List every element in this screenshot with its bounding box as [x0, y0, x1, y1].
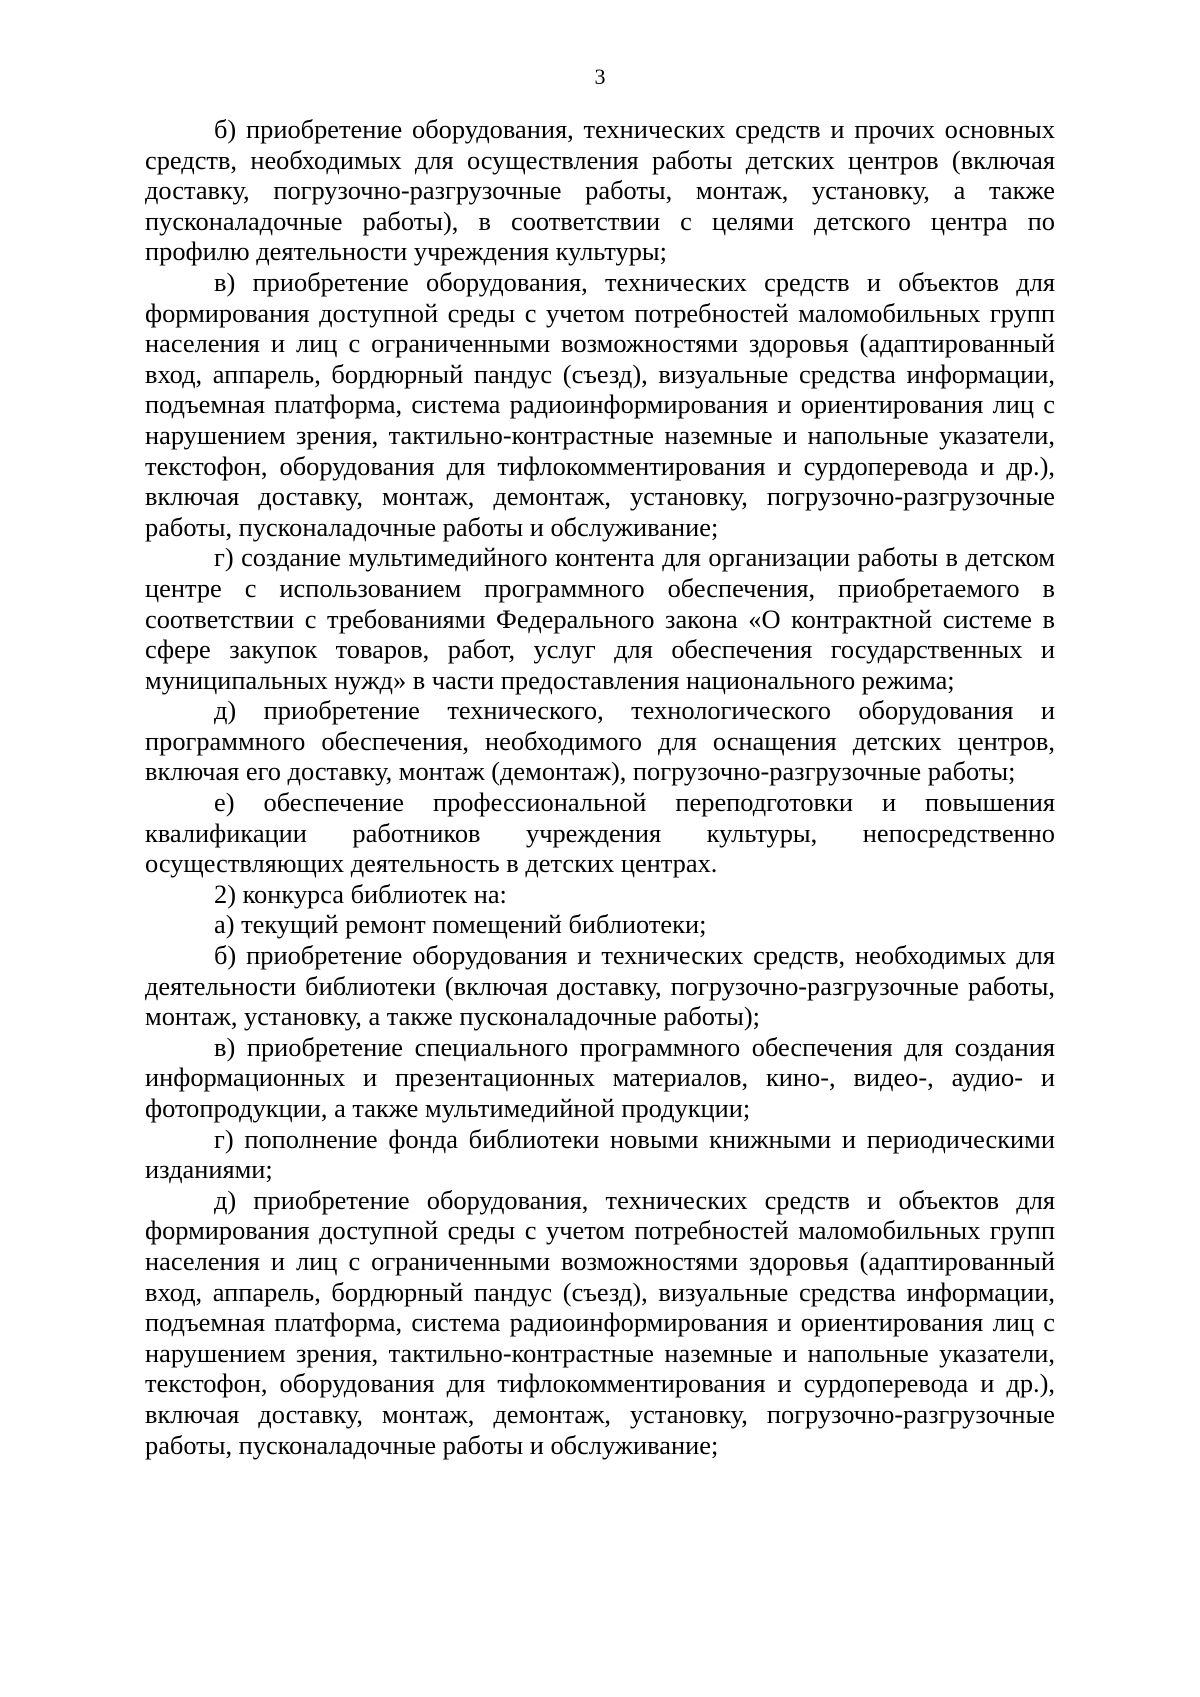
paragraph-1d-technical-equipment: д) приобретение технического, технологического оборудования и программного обеспечения, необходимого для оснащения детских центров, включая его доставку, монтаж (демонтаж), погрузочно-разгрузочные работы; — [145, 695, 1055, 787]
paragraph-2-library-contest: 2) конкурса библиотек на: — [214, 878, 507, 909]
paragraph-2g-library-fund: г) пополнение фонда библиотеки новыми книжными и периодическими изданиями; — [145, 1123, 1055, 1185]
paragraph-1g-multimedia-content: г) создание мультимедийного контента для организации работы в детском центре с использованием программного обеспечения, приобретаемого в соответствии с требованиями Федерального закона «О контрактной системе в сфере закупок товаров, работ, услуг для обеспечения государственных и муниципальных нужд» в части предоставления национального режима; — [145, 542, 1055, 695]
page-number: 3 — [594, 64, 606, 89]
paragraph-2a-repair: а) текущий ремонт помещений библиотеки; — [214, 909, 707, 940]
paragraph-2d-accessible-environment: д) приобретение оборудования, технических средств и объектов для формирования доступной среды с учетом потребностей маломобильных групп населения и лиц с ограниченными возможностями здоровья (адаптированный вход, аппарель, бордюрный пандус (съезд), визуальные средства информации, подъемная платформа, система радиоинформирования и ориентирования лиц с нарушением зрения, тактильно-контрастные наземные и напольные указатели, текстофон, оборудования для тифлокомментирования и сурдоперевода и др.), включая доставку, монтаж, демонтаж, установку, погрузочно-разгрузочные работы, пусконаладочные работы и обслуживание; — [145, 1184, 1055, 1460]
document-body — [145, 114, 1055, 1460]
paragraph-2v-software: в) приобретение специального программного обеспечения для создания информационных и презентационных материалов, кино-, видео-, аудио- и фотопродукции, а также мультимедийной продукции; — [145, 1031, 1055, 1123]
paragraph-1b-equipment: б) приобретение оборудования, технических средств и прочих основных средств, необходимых для осуществления работы детских центров (включая доставку, погрузочно-разгрузочные работы, монтаж, установку, а также пусконаладочные работы), в соответствии с целями детского центра по профилю деятельности учреждения культуры; — [145, 114, 1055, 267]
paragraph-1e-staff-training: е) обеспечение профессиональной переподготовки и повышения квалификации работников учреждения культуры, непосредственно осуществляющих деятельность в детских центрах. — [145, 787, 1055, 879]
paragraph-1v-accessible-environment: в) приобретение оборудования, технических средств и объектов для формирования доступной среды с учетом потребностей маломобильных групп населения и лиц с ограниченными возможностями здоровья (адаптированный вход, аппарель, бордюрный пандус (съезд), визуальные средства информации, подъемная платформа, система радиоинформирования и ориентирования лиц с нарушением зрения, тактильно-контрастные наземные и напольные указатели, текстофон, оборудования для тифлокомментирования и сурдоперевода и др.), включая доставку, монтаж, демонтаж, установку, погрузочно-разгрузочные работы, пусконаладочные работы и обслуживание; — [145, 266, 1055, 542]
paragraph-2b-equipment: б) приобретение оборудования и технических средств, необходимых для деятельности библиотеки (включая доставку, погрузочно-разгрузочные работы, монтаж, установку, а также пусконаладочные работы); — [145, 940, 1055, 1032]
